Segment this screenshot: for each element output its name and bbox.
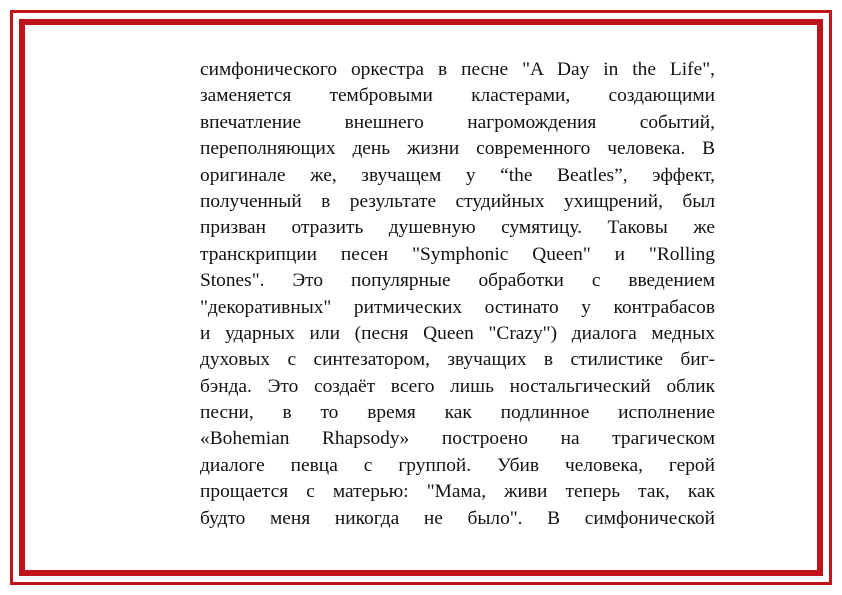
text-line: заменяется тембровыми кластерами, создающими [200,85,715,107]
text-line: духовых с синтезатором, звучащих в стилистике биг- [200,349,715,371]
text-line: симфонического оркестра в песне "A Day in the Life", [200,59,715,80]
text-line: «Bohemian Rhapsody» построено на трагическом [200,428,715,450]
text-line: переполняющих день жизни современного человека. В [200,138,715,160]
text-line: Stones". Это популярные обработки с введением [200,270,715,292]
text-line: полученный в результате студийных ухищрений, был [200,190,715,212]
text-line: будто меня никогда не было". В симфонической [200,507,715,529]
text-line: оригинале же, звучащем у “the Beatles”, эффект, [200,164,715,186]
text-line: транскрипции песен "Symphonic Queen" и "Rolling [200,243,715,265]
text-line: песни, в то время как подлинное исполнение [200,402,715,424]
text-line: и ударных или (песня Queen "Crazy") диалога медных [200,322,715,344]
text-line: прощается с матерью: "Мама, живи теперь так, как [200,481,715,503]
text-line: призван отразить душевную сумятицу. Таковы же [200,217,715,239]
text-line: впечатление внешнего нагромождения событий, [200,111,715,133]
text-line: бэнда. Это создаёт всего лишь ностальгический облик [200,375,715,397]
text-line: диалоге певца с группой. Убив человека, герой [200,454,715,476]
text-line: "декоративных" ритмических остинато у контрабасов [200,296,715,318]
slide-body-text [200,57,715,532]
